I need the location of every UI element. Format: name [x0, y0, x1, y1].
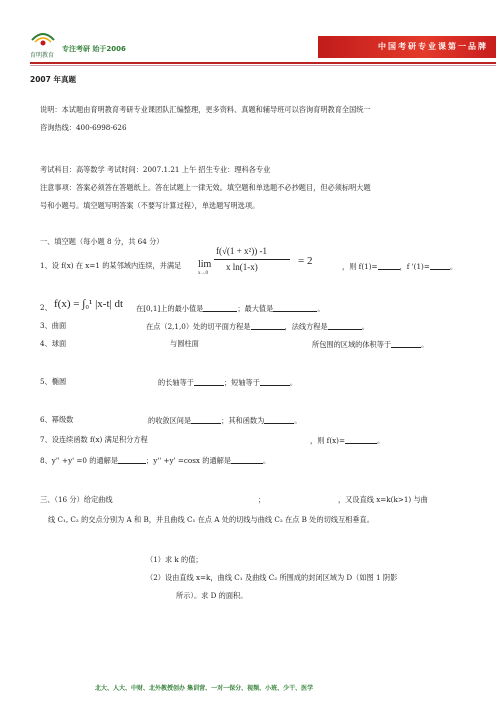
q6-label-sum: ；其和函数为 — [221, 415, 265, 425]
q1-label-f1: ，则 f(1)= — [342, 261, 378, 271]
q6-label: 6、幂级数 — [40, 415, 74, 424]
header-rule-thin — [30, 65, 496, 66]
q8-label-1: 8、y'' +y' =0 的通解是 — [40, 455, 119, 465]
q3-period: 。 — [361, 321, 369, 331]
q5-label-minor: ；短轴等于 — [223, 377, 260, 387]
intro-line-2: 咨询热线：400-6998-626 — [40, 123, 127, 132]
q8-line — [40, 456, 270, 464]
doc-title: 2007 年真题 — [30, 75, 76, 84]
q2-blank-1[interactable] — [203, 304, 237, 312]
q2-label-min: 在[0,1]上的最小值是 — [136, 303, 204, 313]
sec3-part-2b: 所示）。求 D 的面积。 — [176, 591, 248, 600]
q6-period: 。 — [294, 415, 302, 425]
banner-text: 中国考研专业课第一品牌 — [378, 42, 488, 51]
q4-label-cyl: 与圆柱面 — [170, 339, 199, 348]
q4-label-volume: 所包围的区域的体积等于 — [312, 339, 392, 349]
q7-line — [310, 436, 384, 444]
sec3-line-tail: ，又设直线 x=k(k>1) 与曲 — [338, 495, 428, 504]
q3-label: 3、曲面 — [40, 321, 67, 330]
q2-line — [136, 304, 325, 312]
q7-label-f: ，则 f(x)= — [310, 435, 346, 445]
q1-equals: = 2 — [298, 255, 313, 267]
q3-blank-2[interactable] — [328, 322, 362, 330]
q1-fraction-bar — [214, 259, 290, 260]
q7-period: 。 — [377, 435, 385, 445]
q4-line — [312, 340, 428, 348]
q7-blank[interactable] — [345, 436, 377, 444]
logo-icon — [30, 30, 56, 48]
sec3-label: 三、（16 分）给定曲线 — [40, 495, 113, 504]
sec3-part-1: （1）求 k 的值； — [146, 555, 203, 564]
q5-label-major: 的长轴等于 — [158, 377, 194, 387]
q8-period: 。 — [263, 455, 271, 465]
q2-label-max: ；最大值是 — [237, 303, 274, 313]
page-footer: 北大、人大、中财、北外教授创办 集训营、一对一保分、视频、小班、少干、医学 — [95, 685, 314, 692]
q5-blank-1[interactable] — [194, 378, 224, 386]
q6-blank-1[interactable] — [191, 416, 221, 424]
q4-period: 。 — [421, 339, 429, 349]
q2-number: 2、 — [40, 303, 52, 312]
header-rule — [30, 62, 496, 64]
q1-denominator: x ln(1-x) — [226, 262, 258, 272]
q5-period: 。 — [289, 377, 298, 387]
q8-label-2: ；y'' +y' =cosx 的通解是 — [146, 455, 232, 465]
q1-lim-sub: x→0 — [198, 271, 208, 276]
q7-label: 7、设连续函数 f(x) 满足积分方程 — [40, 435, 148, 444]
q8-blank-1[interactable] — [118, 456, 146, 464]
q1-period: 。 — [449, 261, 458, 271]
q3-label-plane: 在点（2,1,0）处的切平面方程是 — [146, 321, 251, 331]
q5-line — [158, 378, 297, 386]
sec3-part-2a: （2）设由直线 x=k，曲线 C₁ 及曲线 C₂ 所围成的封闭区域为 D（如图 1 阴影 — [146, 573, 398, 582]
q4-label: 4、球面 — [40, 339, 67, 348]
exam-meta: 考试科目：高等数学 考试时间：2007.1.21 上午 招生专业：理科各专业 — [40, 165, 271, 174]
q1-answer-line — [342, 262, 457, 270]
q6-line — [148, 416, 301, 424]
q1-blank-2[interactable] — [430, 262, 450, 270]
q6-label-interval: 的收敛区间是 — [148, 415, 192, 425]
sec3-line-2: 线 C₁, C₂ 的交点分别为 A 和 B，并且曲线 C₁ 在点 A 处的切线与曲线 C₂ 在点 B 处的切线互相垂直。 — [48, 515, 374, 524]
q1-numerator: f(√(1 + x²)) -1 — [216, 246, 267, 256]
brand-banner — [318, 36, 496, 58]
notice-line-2: 号和小题号。填空题写明答案（不要写计算过程），单选题写明选项。 — [40, 201, 260, 210]
section-1-heading: 一、填空题（每小题 8 分，共 64 分） — [40, 237, 164, 246]
notice-line-1: 注意事项：答案必须答在答题纸上。答在试题上一律无效。填空题和单选题不必抄题目，但必须标明大题 — [40, 183, 371, 192]
q2-period: 。 — [317, 303, 325, 313]
q1-lim: lim — [198, 259, 212, 270]
logo-text: 育明教育 — [30, 52, 55, 59]
q6-blank-2[interactable] — [264, 416, 294, 424]
q2-blank-2[interactable] — [273, 304, 317, 312]
page-header — [0, 0, 496, 68]
sec3-semicolon: ； — [258, 495, 266, 504]
slogan: 专注考研 始于2006 — [62, 45, 126, 53]
q1-text: 1、设 f(x) 在 x=1 的某邻域内连续，并满足 — [40, 261, 182, 270]
q3-label-normal: ，法线方程是 — [284, 321, 328, 331]
q5-blank-2[interactable] — [260, 378, 290, 386]
q2-formula: f(x) = ∫₀¹ |x-t| dt — [54, 298, 124, 310]
q1-label-fp1: ，f '(1)= — [399, 261, 430, 271]
q3-blank-1[interactable] — [251, 322, 285, 330]
q5-label: 5、椭圆 — [40, 377, 67, 386]
q4-blank[interactable] — [391, 340, 421, 348]
q3-line — [146, 322, 369, 330]
q1-blank-1[interactable] — [378, 262, 400, 270]
q8-blank-2[interactable] — [231, 456, 263, 464]
intro-line-1: 说明：本试题由育明教育考研专业课团队汇编整理，更多资料、真题和辅导班可以咨询育明教育全国统一 — [40, 105, 371, 114]
